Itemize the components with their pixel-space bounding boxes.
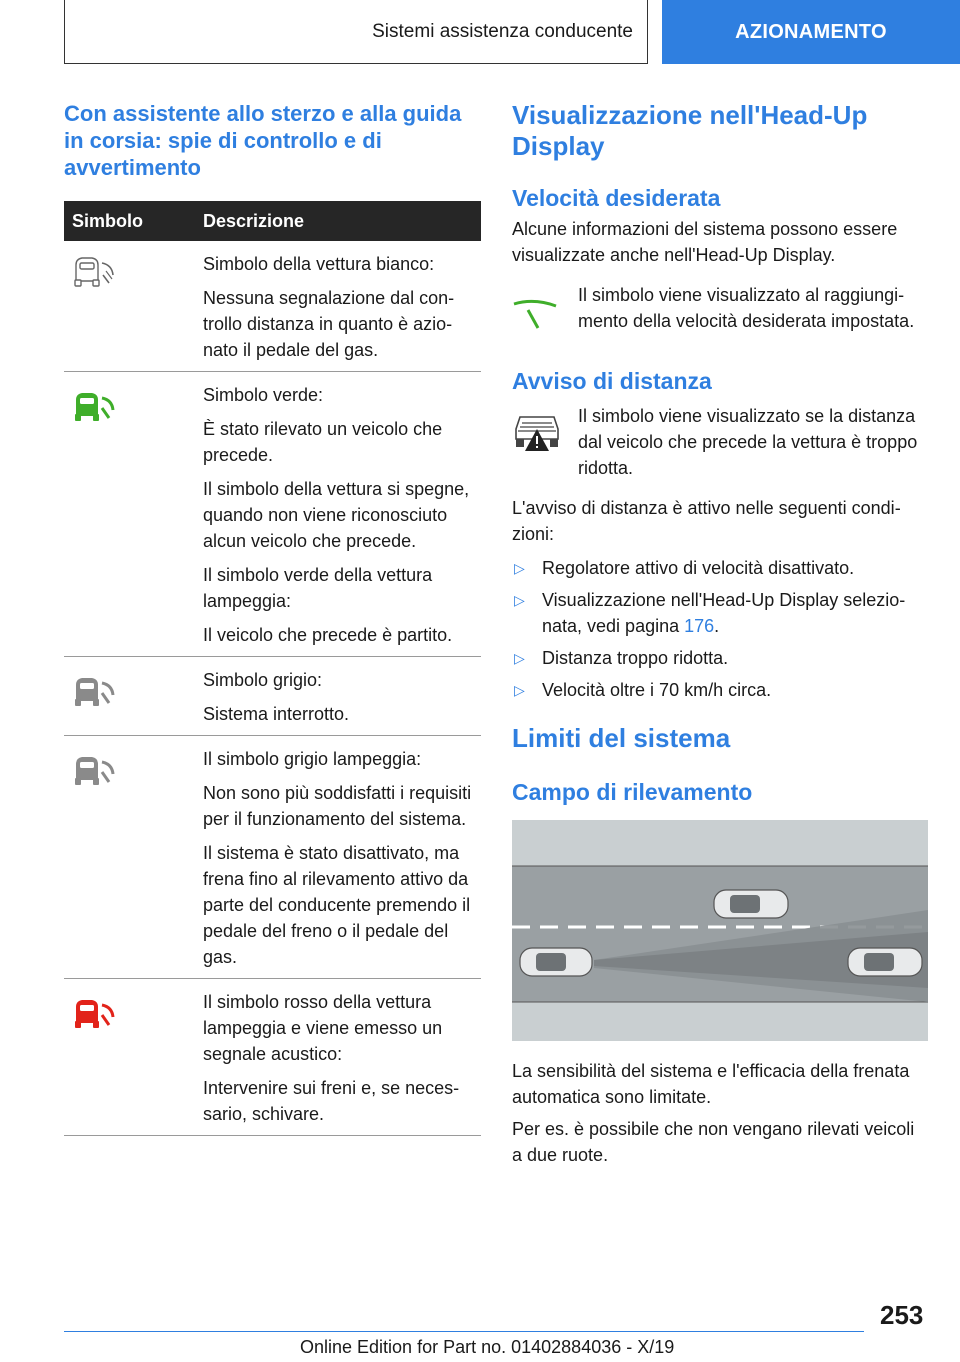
car-adjacent — [714, 890, 788, 918]
speed-intro: Alcune informazioni del sistema possono essere visualizzate anche nell'Head-Up Display. — [512, 219, 898, 265]
row-text: Intervenire sui freni e, se necessario, schivare. — [203, 1078, 460, 1124]
list-item: ▷ Velocità oltre i 70 km/h circa. — [512, 677, 928, 703]
detection-range-figure — [512, 820, 928, 1041]
symbol-table — [64, 201, 481, 1136]
row-text: Il simbolo grigio lampeggia: — [203, 749, 422, 769]
distance-heading: Avviso di distanza — [512, 368, 712, 394]
limits-p2: Per es. è possibile che non vengano rilevati veicoli a due ruote. — [512, 1119, 915, 1165]
car-lane-green-icon — [72, 386, 116, 426]
left-column — [64, 100, 481, 1136]
chapter-label: AZIONAMENTO — [735, 20, 887, 43]
limits-heading: Limiti del sistema — [512, 723, 731, 753]
table-row — [64, 241, 481, 372]
car-lane-white-icon — [72, 251, 116, 291]
car-lane-red-icon — [72, 993, 116, 1033]
row-text: Nessuna segnalazione dal controllo distanza in quanto è azionato il pedale del gas. — [203, 288, 455, 360]
row-text: Il veicolo che precede è partito. — [203, 625, 453, 645]
page-number: 253 — [880, 1300, 924, 1330]
section-title-text: Sistemi assistenza conducente — [372, 20, 633, 42]
list-item: ▷ Distanza troppo ridotta. — [512, 645, 928, 671]
triangle-bullet-icon: ▷ — [514, 682, 525, 698]
row-text: Simbolo grigio: — [203, 670, 323, 690]
car-own — [520, 948, 592, 976]
table-row — [64, 372, 481, 657]
col-description: Descrizione — [197, 201, 481, 241]
distance-warning-icon — [512, 409, 562, 455]
left-heading: Con assistente allo sterzo e alla guida in corsia: spie di controllo e di avvertimento — [64, 101, 462, 180]
triangle-bullet-icon: ▷ — [514, 560, 525, 576]
list-item: ▷ Regolatore attivo di velocità disattivato. — [512, 555, 928, 581]
row-text: Il sistema è stato disattivato, ma frena fino al rilevamento attivo da parte del conducente premendo il pedale del freno o il pedale del gas. — [203, 843, 471, 967]
table-row — [64, 736, 481, 979]
list-item: ▷ Visualizzazione nell'Head-Up Display selezionata, vedi pagina 176. — [512, 587, 928, 639]
speed-icon-row — [512, 282, 928, 339]
distance-conditions: L'avviso di distanza è attivo nelle seguenti condizioni: — [512, 498, 901, 544]
edition-footer: Online Edition for Part no. 01402884036 - X/19 — [300, 1337, 675, 1357]
row-text: Simbolo verde: — [203, 385, 324, 405]
triangle-bullet-icon: ▷ — [514, 592, 525, 608]
table-row — [64, 979, 481, 1136]
car-lane-grey-blink-icon — [72, 750, 116, 790]
row-text: Simbolo della vettura bianco: — [203, 254, 435, 274]
footer-divider — [64, 1331, 864, 1332]
speed-icon-text: Il simbolo viene visualizzato al raggiungimento della velocità desiderata impostata. — [578, 285, 915, 331]
row-text: È stato rilevato un veicolo che precede. — [203, 419, 443, 465]
conditions-list — [512, 555, 928, 703]
row-text: Il simbolo rosso della vettura lampeggia e viene emesso un segnale acustico: — [203, 992, 443, 1064]
speed-heading: Velocità desiderata — [512, 185, 721, 211]
page-link[interactable]: 176 — [684, 616, 715, 636]
row-text: Sistema interrotto. — [203, 704, 350, 724]
triangle-bullet-icon: ▷ — [514, 650, 525, 666]
right-column — [512, 100, 928, 1168]
section-title — [64, 0, 648, 64]
col-symbol: Simbolo — [64, 201, 197, 241]
distance-icon-row — [512, 403, 928, 481]
chapter-tab[interactable] — [662, 0, 960, 64]
car-lane-grey-icon — [72, 671, 116, 711]
desired-speed-icon — [512, 294, 564, 334]
row-text: Il simbolo verde della vettura lampeggia: — [203, 565, 433, 611]
distance-icon-text: Il simbolo viene visualizzato se la distanza dal veicolo che precede la vettura è troppo ridotta. — [578, 406, 918, 478]
range-heading: Campo di rilevamento — [512, 779, 753, 805]
row-text: Non sono più soddisfatti i requisiti per il funzionamento del sistema. — [203, 783, 472, 829]
hud-heading: Visualizzazione nell'Head-Up Display — [512, 100, 868, 161]
row-text: Il simbolo della vettura si spegne, quando non viene riconosciuto alcun veicolo che precede. — [203, 479, 470, 551]
limits-p1: La sensibilità del sistema e l'efficacia della frenata automatica sono limitate. — [512, 1061, 910, 1107]
car-ahead — [848, 948, 922, 976]
table-row — [64, 657, 481, 736]
